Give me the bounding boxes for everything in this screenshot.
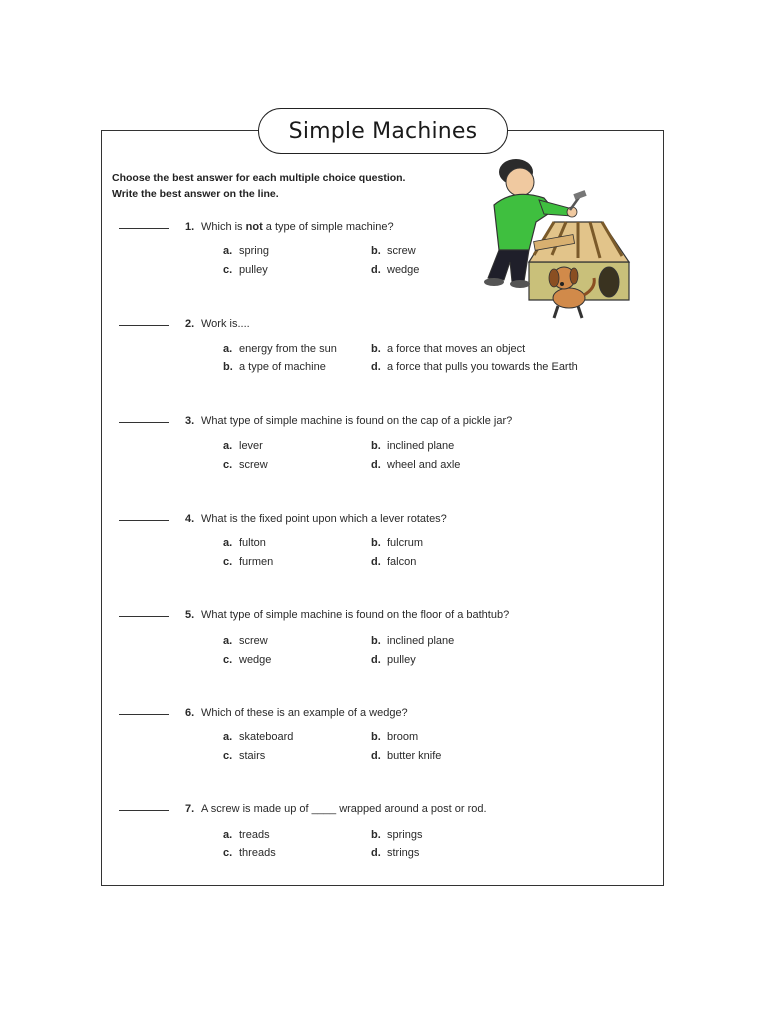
option-text: screw [387, 245, 416, 257]
option-text: broom [387, 731, 419, 743]
option-b [371, 343, 525, 355]
option-text: furmen [239, 556, 274, 568]
title-banner [258, 108, 508, 154]
option-letter: a. [223, 343, 233, 355]
option-letter: b. [371, 343, 381, 355]
option-a [223, 440, 263, 452]
question-text-part: Which is [201, 221, 246, 233]
question-number: 6. [185, 707, 195, 719]
option-d [371, 750, 441, 762]
option-text: falcon [387, 556, 417, 568]
option-text: a type of machine [239, 361, 326, 373]
option-letter: a. [223, 537, 233, 549]
question-text-part: a type of simple machine? [262, 221, 394, 233]
option-b [371, 635, 454, 647]
option-letter: d. [371, 264, 381, 276]
option-letter: a. [223, 440, 233, 452]
option-letter: a. [223, 731, 233, 743]
instructions-line-2: Write the best answer on the line. [112, 188, 279, 200]
option-letter: b. [371, 537, 381, 549]
answer-line[interactable] [119, 714, 169, 715]
option-d [371, 361, 578, 373]
option-text: treads [239, 829, 270, 841]
option-letter: b. [371, 731, 381, 743]
instructions [112, 170, 472, 202]
question-text [201, 221, 394, 233]
option-text: spring [239, 245, 269, 257]
question-text-emphasis: not [245, 221, 263, 233]
option-letter: d. [371, 750, 381, 762]
option-text: inclined plane [387, 635, 455, 647]
instructions-line-1: Choose the best answer for each multiple choice question. [112, 172, 406, 184]
option-letter: b. [371, 829, 381, 841]
option-text: pulley [387, 654, 416, 666]
option-text: skateboard [239, 731, 294, 743]
option-text: a force that pulls you towards the Earth [387, 361, 578, 373]
option-letter: d. [371, 459, 381, 471]
boy-building-doghouse-illustration [474, 150, 644, 325]
option-letter: c. [223, 750, 233, 762]
option-b [371, 829, 422, 841]
option-text: energy from the sun [239, 343, 337, 355]
question-text: What type of simple machine is found on the floor of a bathtub? [201, 609, 510, 621]
page-title: Simple Machines [288, 118, 478, 144]
question-text: Work is.... [201, 318, 250, 330]
option-letter: d. [371, 847, 381, 859]
option-letter: b. [223, 361, 233, 373]
option-text: fulton [239, 537, 266, 549]
option-text: strings [387, 847, 420, 859]
option-text: pulley [239, 264, 268, 276]
option-letter: b. [371, 245, 381, 257]
question-text: What type of simple machine is found on the cap of a pickle jar? [201, 415, 513, 427]
option-text: threads [239, 847, 276, 859]
option-c [223, 264, 268, 276]
option-c [223, 361, 326, 373]
option-d [371, 654, 416, 666]
option-letter: a. [223, 635, 233, 647]
option-a [223, 635, 268, 647]
option-letter: c. [223, 654, 233, 666]
option-text: screw [239, 459, 268, 471]
answer-line[interactable] [119, 520, 169, 521]
option-c [223, 459, 268, 471]
option-c [223, 750, 265, 762]
answer-line[interactable] [119, 616, 169, 617]
question-number: 4. [185, 513, 195, 525]
option-a [223, 731, 293, 743]
option-text: lever [239, 440, 263, 452]
option-d [371, 847, 419, 859]
option-text: screw [239, 635, 268, 647]
option-text: a force that moves an object [387, 343, 526, 355]
answer-line[interactable] [119, 810, 169, 811]
option-b [371, 440, 454, 452]
option-letter: d. [371, 654, 381, 666]
option-text: inclined plane [387, 440, 455, 452]
option-letter: c. [223, 847, 233, 859]
option-b [371, 245, 416, 257]
option-d [371, 264, 419, 276]
question-text: What is the fixed point upon which a lever rotates? [201, 513, 447, 525]
doghouse-icon [529, 222, 629, 300]
question-number: 3. [185, 415, 195, 427]
option-text: fulcrum [387, 537, 424, 549]
option-a [223, 537, 266, 549]
question-number: 1. [185, 221, 195, 233]
question-number: 2. [185, 318, 195, 330]
option-text: butter knife [387, 750, 442, 762]
answer-line[interactable] [119, 422, 169, 423]
option-text: springs [387, 829, 423, 841]
option-letter: c. [223, 556, 233, 568]
option-a [223, 245, 269, 257]
option-b [371, 537, 423, 549]
option-a [223, 343, 337, 355]
question-number: 7. [185, 803, 195, 815]
option-b [371, 731, 418, 743]
question-text: Which of these is an example of a wedge? [201, 707, 408, 719]
option-text: wheel and axle [387, 459, 461, 471]
option-c [223, 556, 273, 568]
option-d [371, 556, 416, 568]
question-text: A screw is made up of ____ wrapped around a post or rod. [201, 803, 487, 815]
option-c [223, 654, 271, 666]
answer-line[interactable] [119, 228, 169, 229]
option-text: wedge [239, 654, 272, 666]
option-letter: a. [223, 245, 233, 257]
option-a [223, 829, 270, 841]
option-letter: b. [371, 635, 381, 647]
option-text: stairs [239, 750, 266, 762]
option-letter: d. [371, 361, 381, 373]
option-letter: b. [371, 440, 381, 452]
option-d [371, 459, 460, 471]
option-letter: c. [223, 459, 233, 471]
option-letter: a. [223, 829, 233, 841]
option-c [223, 847, 276, 859]
option-letter: c. [223, 264, 233, 276]
option-text: wedge [387, 264, 420, 276]
option-letter: d. [371, 556, 381, 568]
answer-line[interactable] [119, 325, 169, 326]
question-number: 5. [185, 609, 195, 621]
